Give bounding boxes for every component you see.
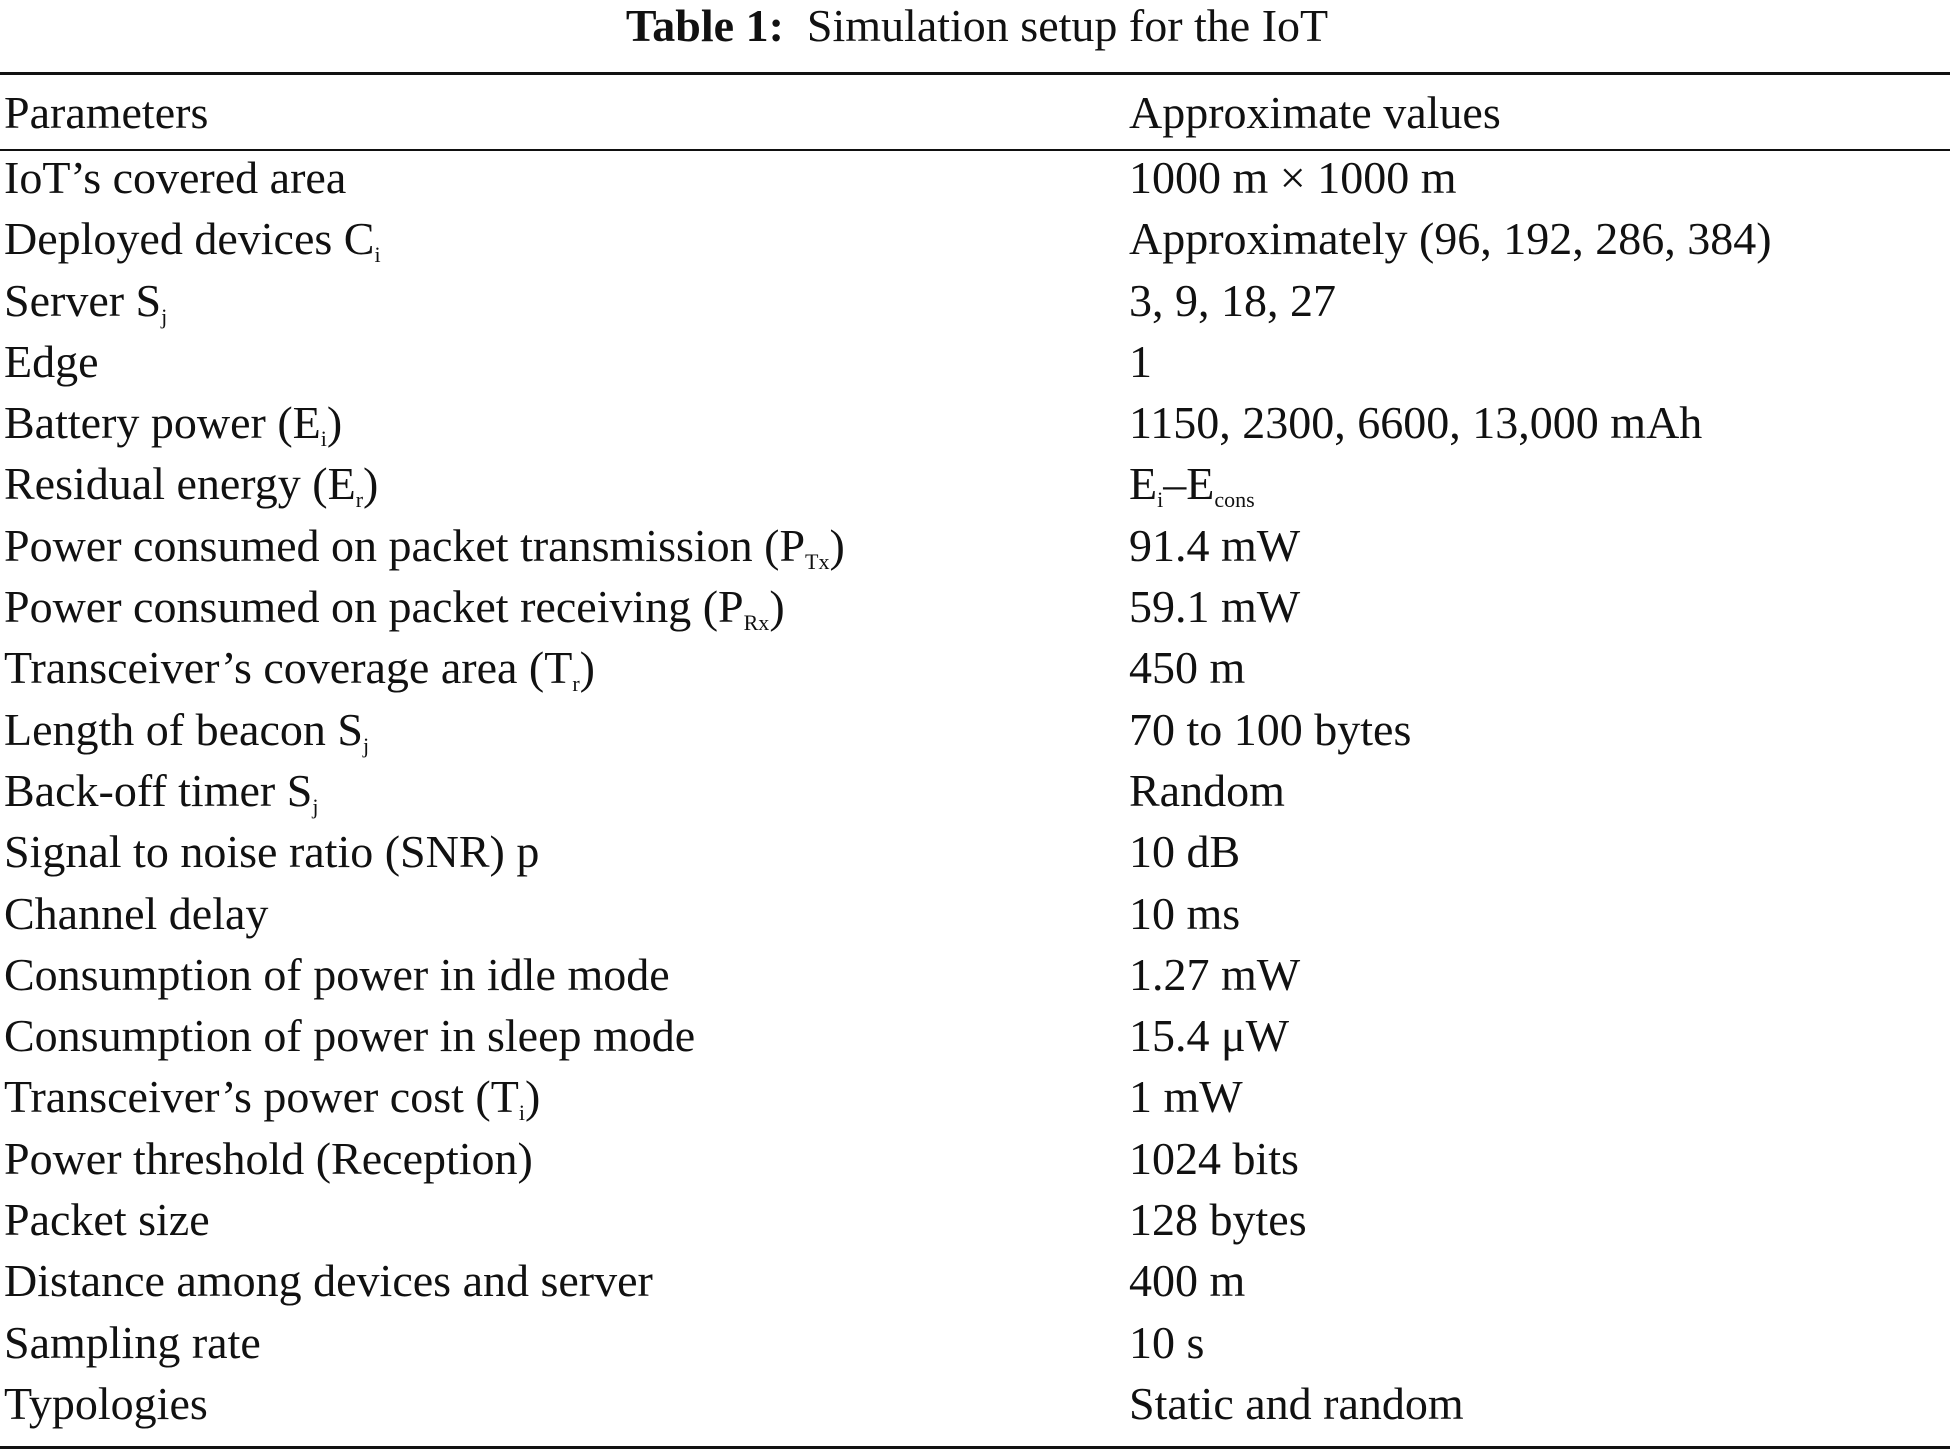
simulation-setup-table	[0, 80, 1954, 1434]
table-row	[0, 1312, 1954, 1373]
table-row	[0, 453, 1954, 514]
parameter-cell-param-sub: i	[320, 426, 327, 452]
value-cell	[1125, 453, 1954, 514]
parameter-cell-param: Length of beacon S	[4, 703, 363, 755]
table-row	[0, 699, 1954, 760]
value-cell-value: 1024 bits	[1129, 1132, 1299, 1184]
parameter-cell-param: Edge	[4, 335, 99, 387]
value-cell	[1125, 1066, 1954, 1127]
parameter-cell-param: Deployed devices C	[4, 213, 375, 265]
value-cell-value: 128 bytes	[1129, 1194, 1307, 1246]
table-row	[0, 515, 1954, 576]
value-cell-value: 1150, 2300, 6600, 13,000 mAh	[1129, 397, 1703, 449]
parameter-cell	[0, 576, 1125, 637]
value-cell-value: 59.1 mW	[1129, 581, 1301, 633]
parameter-cell-param: Typologies	[4, 1377, 208, 1429]
value-cell-value-sub: i	[1157, 487, 1164, 513]
parameter-cell-param-sub: Rx	[743, 610, 770, 636]
parameter-cell-param-sub: r	[355, 487, 364, 513]
table-row	[0, 944, 1954, 1005]
table-row	[0, 1128, 1954, 1189]
value-cell-value: 15.4 μW	[1129, 1010, 1290, 1062]
parameter-cell	[0, 699, 1125, 760]
parameter-cell	[0, 883, 1125, 944]
value-cell-value: 1000 m × 1000 m	[1129, 152, 1457, 203]
parameter-cell	[0, 637, 1125, 698]
parameter-cell-param-sub: j	[312, 793, 319, 819]
parameter-cell-param: Transceiver’s power cost (T	[4, 1071, 519, 1123]
table-caption-text: Simulation setup for the IoT	[806, 0, 1329, 51]
table-row	[0, 392, 1954, 453]
parameter-cell-param: Power consumed on packet transmission (P	[4, 519, 806, 571]
parameter-cell	[0, 147, 1125, 208]
value-cell-value: 70 to 100 bytes	[1129, 703, 1412, 755]
parameter-cell-param: Battery power (E	[4, 397, 321, 449]
value-cell	[1125, 147, 1954, 208]
parameter-cell	[0, 1250, 1125, 1311]
parameter-cell-param-after: )	[326, 397, 343, 449]
parameter-cell	[0, 760, 1125, 821]
table-caption-label: Table 1:	[625, 0, 784, 51]
table-row	[0, 1066, 1954, 1127]
value-cell	[1125, 392, 1954, 453]
parameter-cell-param: Consumption of power in idle mode	[4, 948, 670, 1000]
parameter-cell-param: Packet size	[4, 1194, 210, 1246]
table-row	[0, 637, 1954, 698]
table-row	[0, 270, 1954, 331]
value-cell-value: Static and random	[1129, 1377, 1464, 1429]
value-cell	[1125, 1128, 1954, 1189]
parameter-cell-param: Power consumed on packet receiving (P	[4, 581, 744, 633]
parameter-cell-param-after: )	[579, 642, 595, 694]
parameter-cell-param-sub: i	[518, 1100, 525, 1126]
table-row	[0, 208, 1954, 269]
table-row	[0, 883, 1954, 944]
parameter-cell-param-sub: Tx	[805, 548, 830, 574]
parameter-cell	[0, 1312, 1125, 1373]
parameter-cell-param-sub: i	[374, 242, 381, 268]
value-cell-value-after: –E	[1163, 458, 1215, 510]
parameter-cell-param: Signal to noise ratio (SNR) p	[4, 826, 540, 878]
value-cell	[1125, 1373, 1954, 1434]
value-cell	[1125, 515, 1954, 576]
parameter-cell	[0, 944, 1125, 1005]
parameter-cell-param: Residual energy (E	[4, 458, 356, 510]
value-cell-value: 450 m	[1129, 642, 1246, 694]
value-cell-value-sub2: cons	[1214, 487, 1255, 513]
value-cell	[1125, 1312, 1954, 1373]
parameter-cell-param: Server S	[4, 274, 162, 326]
parameter-cell-param: Distance among devices and server	[4, 1255, 653, 1307]
parameter-cell	[0, 1128, 1125, 1189]
table-row	[0, 576, 1954, 637]
parameter-cell-param: IoT’s covered area	[4, 152, 347, 203]
value-cell	[1125, 760, 1954, 821]
parameter-cell-param-sub: r	[572, 671, 580, 697]
table-row	[0, 1005, 1954, 1066]
table-caption	[0, 0, 1954, 52]
value-cell	[1125, 208, 1954, 269]
parameter-cell	[0, 1005, 1125, 1066]
parameter-cell	[0, 208, 1125, 269]
parameter-cell-param: Channel delay	[4, 887, 269, 939]
column-header-values: Approximate values	[1129, 87, 1501, 138]
parameter-cell	[0, 1373, 1125, 1434]
table-row	[0, 1250, 1954, 1311]
value-cell-value: 10 s	[1129, 1316, 1205, 1368]
value-cell	[1125, 637, 1954, 698]
value-cell	[1125, 576, 1954, 637]
parameter-cell-param: Consumption of power in sleep mode	[4, 1010, 696, 1062]
value-cell-value: 10 dB	[1129, 826, 1241, 878]
parameter-cell-param: Sampling rate	[4, 1316, 261, 1368]
parameter-cell-param-sub: j	[161, 303, 168, 329]
value-cell-value: 10 ms	[1129, 887, 1241, 939]
table-row	[0, 1373, 1954, 1434]
parameter-cell-param-after: )	[769, 581, 785, 633]
value-cell	[1125, 1005, 1954, 1066]
parameter-cell-param: Power threshold (Reception)	[4, 1132, 533, 1184]
table-row	[0, 760, 1954, 821]
value-cell	[1125, 944, 1954, 1005]
value-cell-value: E	[1129, 458, 1158, 510]
table-body	[0, 147, 1954, 1434]
value-cell-value: 1 mW	[1129, 1071, 1243, 1123]
parameter-cell-param-after: )	[524, 1071, 541, 1123]
table-row	[0, 331, 1954, 392]
parameter-cell	[0, 453, 1125, 514]
value-cell-value: 1.27 mW	[1129, 948, 1301, 1000]
value-cell	[1125, 1189, 1954, 1250]
parameter-cell	[0, 515, 1125, 576]
parameter-cell-param-sub: j	[362, 732, 370, 758]
parameter-cell-param-after: )	[363, 458, 379, 510]
value-cell-value: 3, 9, 18, 27	[1129, 274, 1336, 326]
parameter-cell-param: Transceiver’s coverage area (T	[4, 642, 573, 694]
value-cell-value: 1	[1129, 335, 1152, 387]
parameter-cell	[0, 1066, 1125, 1127]
value-cell-value: Approximately (96, 192, 286, 384)	[1129, 213, 1772, 265]
value-cell-value: Random	[1129, 764, 1285, 816]
parameter-cell-param: Back-off timer S	[4, 764, 313, 816]
table-row	[0, 821, 1954, 882]
parameter-cell	[0, 392, 1125, 453]
value-cell	[1125, 821, 1954, 882]
value-cell-value: 400 m	[1129, 1255, 1246, 1307]
parameter-cell	[0, 270, 1125, 331]
column-header-parameters: Parameters	[4, 87, 209, 138]
parameter-cell	[0, 1189, 1125, 1250]
table-row	[0, 1189, 1954, 1250]
value-cell	[1125, 699, 1954, 760]
value-cell	[1125, 883, 1954, 944]
table-header-row	[0, 80, 1954, 147]
parameter-cell	[0, 821, 1125, 882]
parameter-cell	[0, 331, 1125, 392]
value-cell-value: 91.4 mW	[1129, 519, 1301, 571]
value-cell	[1125, 331, 1954, 392]
table-top-rule	[0, 72, 1950, 75]
table-row	[0, 147, 1954, 208]
value-cell	[1125, 1250, 1954, 1311]
table-bottom-rule	[0, 1446, 1950, 1449]
value-cell	[1125, 270, 1954, 331]
parameter-cell-param-after: )	[829, 519, 845, 571]
